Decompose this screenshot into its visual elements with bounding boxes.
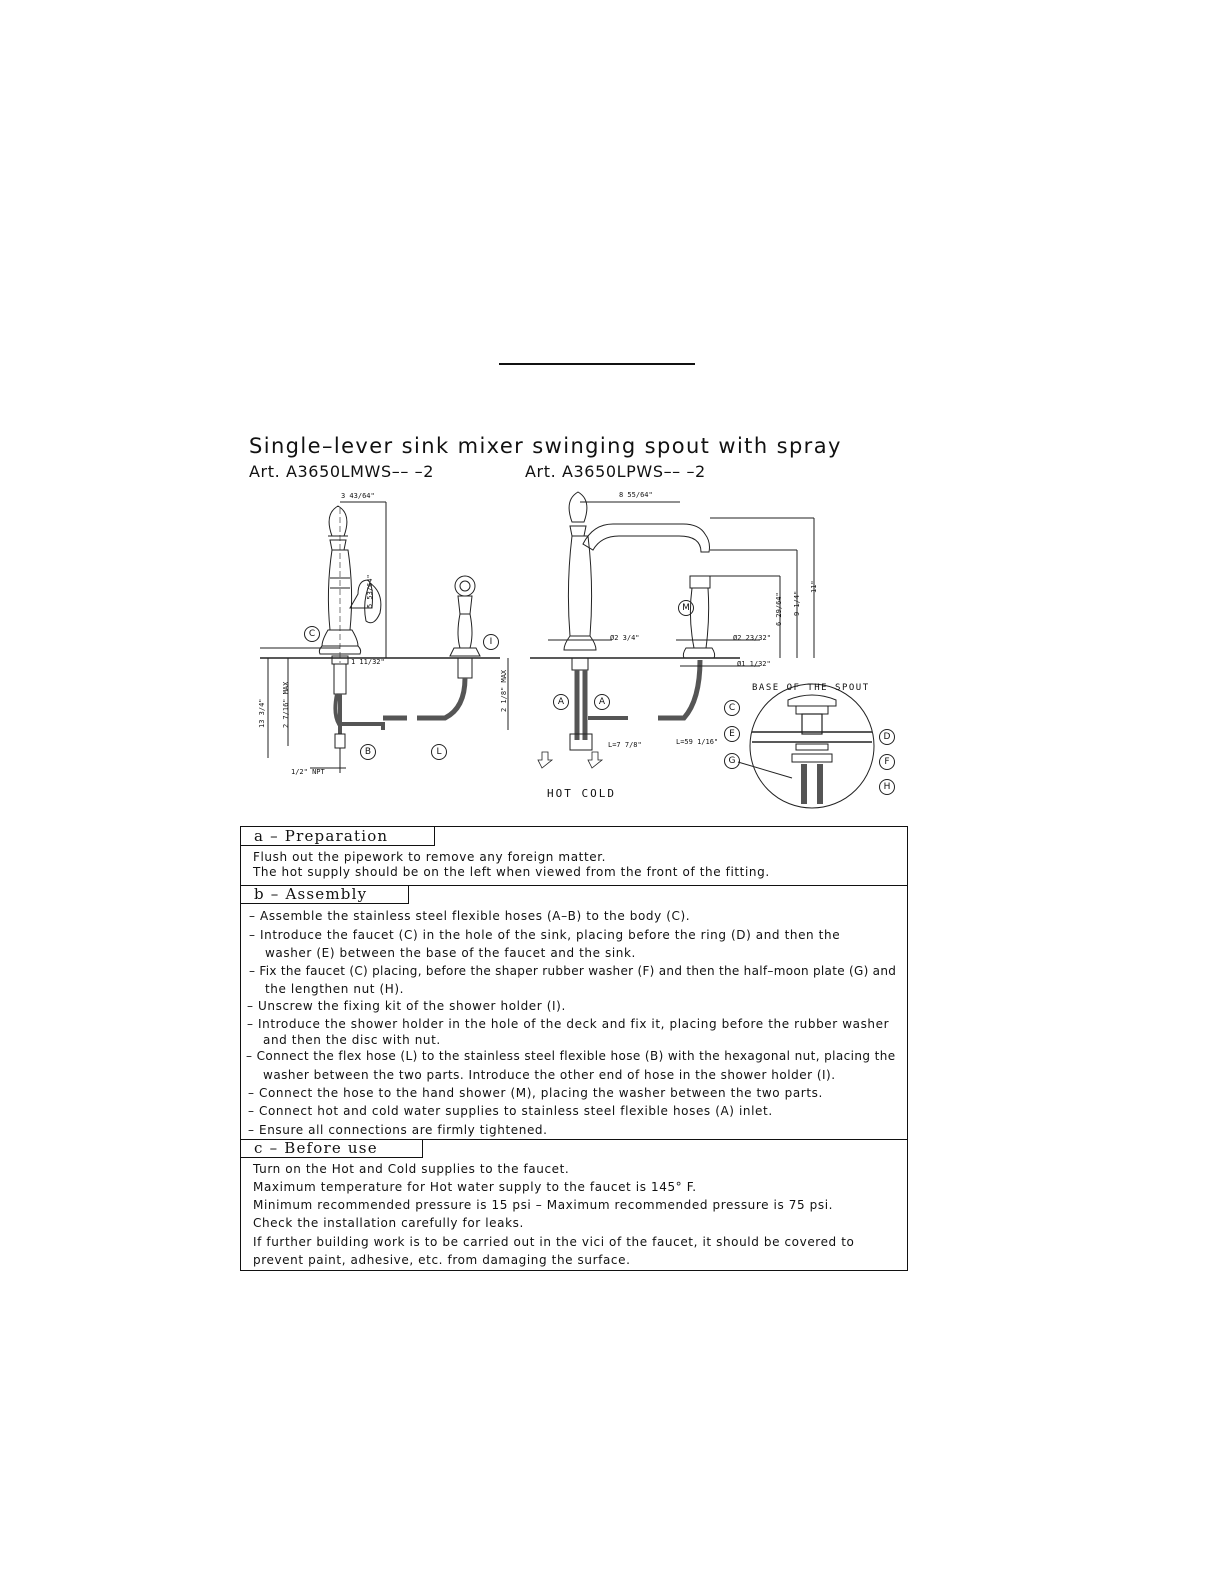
dim-label: 1 11/32" <box>351 658 385 666</box>
section-line: Maximum temperature for Hot water supply to the faucet is 145° F. <box>253 1180 697 1194</box>
technical-drawing <box>240 488 900 818</box>
article-number-right: Art. A3650LPWS–– –2 <box>525 462 706 481</box>
dim-label: 13 3/4" <box>258 698 266 728</box>
callout-e: E <box>724 726 740 742</box>
dim-label: 11" <box>810 580 818 593</box>
callout-c: C <box>304 626 320 642</box>
dim-label: 9 1/4" <box>793 590 801 616</box>
callout-h: H <box>879 779 895 795</box>
section-line: Minimum recommended pressure is 15 psi – Maximum recommended pressure is 75 psi. <box>253 1198 834 1212</box>
detail-circle-drawing <box>738 684 874 808</box>
dim-label: Ø2 3/4" <box>610 634 640 642</box>
section-line: The hot supply should be on the left when viewed from the front of the fitting. <box>253 865 770 879</box>
section-line: – Fix the faucet (C) placing, before the shaper rubber washer (F) and then the half–moon plate (G) and <box>249 964 897 978</box>
section-line: Check the installation carefully for leaks. <box>253 1216 524 1230</box>
page-title: Single–lever sink mixer swinging spout with spray <box>249 434 842 458</box>
section-line: – Unscrew the fixing kit of the shower holder (I). <box>247 999 566 1013</box>
hot-cold-label: HOT COLD <box>547 787 616 800</box>
left-faucet-drawing <box>260 502 508 773</box>
callout-f: F <box>879 754 895 770</box>
dim-label: Ø2 23/32" <box>733 634 771 642</box>
section-before-use <box>241 1139 907 1272</box>
callout-l: L <box>431 744 447 760</box>
base-of-spout-label: BASE OF THE SPOUT <box>752 683 870 693</box>
section-line: If further building work is to be carried out in the vici of the faucet, it should be covered to <box>253 1235 855 1249</box>
dim-label: Ø1 1/32" <box>737 660 771 668</box>
callout-a: A <box>553 694 569 710</box>
dim-label: L=7 7/8" <box>608 741 642 749</box>
dim-label: 8 55/64" <box>619 491 653 499</box>
callout-a: A <box>594 694 610 710</box>
section-line: washer between the two parts. Introduce the other end of hose in the shower holder (I). <box>263 1068 836 1082</box>
section-line: and then the disc with nut. <box>263 1033 441 1047</box>
section-preparation <box>241 827 907 885</box>
callout-g: G <box>724 753 740 769</box>
instructions-box <box>240 826 908 1271</box>
section-heading: b – Assembly <box>241 885 409 904</box>
section-line: – Connect the flex hose (L) to the stainless steel flexible hose (B) with the hexagonal nut, placing the <box>246 1049 896 1063</box>
dim-label: 5 53/64" <box>366 574 374 608</box>
section-line: Flush out the pipework to remove any foreign matter. <box>253 850 607 864</box>
right-faucet-drawing <box>530 492 814 768</box>
section-line: – Assemble the stainless steel flexible hoses (A–B) to the body (C). <box>249 909 691 923</box>
callout-d: D <box>879 729 895 745</box>
dim-label: 2 7/16" MAX <box>282 681 290 728</box>
section-line: the lengthen nut (H). <box>265 982 405 996</box>
section-line: – Connect hot and cold water supplies to stainless steel flexible hoses (A) inlet. <box>248 1104 773 1118</box>
top-rule <box>499 363 695 365</box>
dim-label: 2 1/8" MAX <box>500 669 508 712</box>
section-line: – Introduce the shower holder in the hole of the deck and fix it, placing before the rubber washer <box>247 1017 890 1031</box>
callout-c: C <box>724 700 740 716</box>
section-line: – Connect the hose to the hand shower (M), placing the washer between the two parts. <box>248 1086 823 1100</box>
callout-b: B <box>360 744 376 760</box>
callout-m: M <box>678 600 694 616</box>
section-heading: c – Before use <box>241 1139 423 1158</box>
section-heading: a – Preparation <box>241 827 435 846</box>
section-line: – Introduce the faucet (C) in the hole of the sink, placing before the ring (D) and then the <box>249 928 841 942</box>
callout-i: I <box>483 634 499 650</box>
dim-label: 3 43/64" <box>341 492 375 500</box>
section-line: prevent paint, adhesive, etc. from damaging the surface. <box>253 1253 631 1267</box>
dim-label: L=59 1/16" <box>676 738 719 746</box>
dim-label: 1/2" NPT <box>291 768 325 776</box>
article-number-left: Art. A3650LMWS–– –2 <box>249 462 434 481</box>
dim-label: 6 29/64" <box>775 592 783 626</box>
section-line: Turn on the Hot and Cold supplies to the faucet. <box>253 1162 570 1176</box>
section-line: washer (E) between the base of the faucet and the sink. <box>265 946 636 960</box>
section-line: – Ensure all connections are firmly tightened. <box>248 1123 548 1137</box>
section-assembly <box>241 885 907 1139</box>
